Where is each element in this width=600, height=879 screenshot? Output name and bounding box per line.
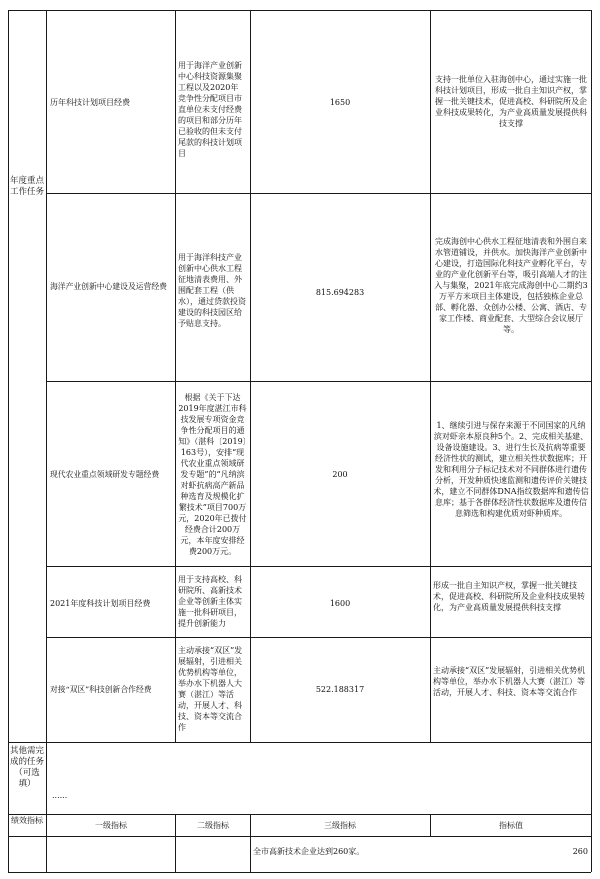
task-name: 历年科技计划项目经费 xyxy=(50,98,130,107)
section-label-other-tasks: 其他需完成的任务（可选填） xyxy=(10,746,45,789)
task-amount: 1600 xyxy=(329,599,351,608)
task-amount: 1650 xyxy=(329,98,351,107)
task-amount: 522.188317 xyxy=(315,685,365,694)
section-label-key-tasks: 年度重点工作任务 xyxy=(10,176,45,197)
task-amount: 815.694283 xyxy=(315,288,365,297)
task-goal: 主动承接“双区”发展辐射，引进相关优势机构等单位，举办水下机器人大赛（湛江）等活动，开展人才、科技、资本等交流合作 xyxy=(433,666,586,697)
task-name: 2021年度科技计划项目经费 xyxy=(50,599,151,608)
kpi-row-level3: 全市高新技术企业达到260家。 xyxy=(253,847,365,856)
kpi-col-level3: 三级指标 xyxy=(324,821,356,830)
task-goal: 形成一批自主知识产权，掌握一批关键技术，促进高校、科研院所及企业科技成果转化，为产业高质量发展提供科技支撑 xyxy=(433,581,585,612)
task-goal: 1、继续引进与保存来源于不同国家的凡纳滨对虾亲本原良种5个。2、完成相关基建、设备设施建设。3、进行生长及抗病等重要经济性状的测试，建立相关性状数据库；开发和利用分子标记技术对不同群体进行遗传分析，开发种质快速监测和遗传评价关键技术，建立不同群体DNA指纹数据库和遗传信息库；基于各群体经济性状数据库及遗传信息筛选和构建优质对虾种质库。 xyxy=(433,421,589,518)
task-amount: 200 xyxy=(332,470,348,479)
task-name: 海洋产业创新中心建设及运营经费 xyxy=(50,282,167,291)
task-name: 对接“双区”科技创新合作经费 xyxy=(50,685,152,694)
task-content: 根据《关于下达2019年度湛江市科技发展专项资金竞争性分配项目的通知》（湛科〔2019〕163号），安排“现代农业重点领域研发专题”的“凡纳滨对虾抗病高产新品种选育及规模化扩繁技术”项目700万元，2020年已拨付经费合计200万元，本年度安排经费200万元。 xyxy=(178,393,247,556)
kpi-section-label: 绩效指标 xyxy=(11,816,43,825)
task-goal: 支持一批单位入驻海创中心，通过实施一批科技计划项目，形成一批自主知识产权，掌握一批关键技术，促进高校、科研院所及企业科技成果转化，为产业高质量发展提供科技支撑 xyxy=(435,75,587,128)
task-content: 用于海洋产业创新中心科技资源集聚工程以及2020年竞争性分配项目市直单位未支付经费的项目和部分历年已验收的但未支付尾款的科技计划项目 xyxy=(178,61,242,158)
task-goal: 完成海创中心供水工程征地清表和外围自来水管道铺设，并供水。加快海洋产业创新中心建设，打造国际化科技产业孵化平台，专业的产业化创新平台等，吸引高端人才的注入与集聚，2021年底完成海创中心二期约3万平方米项目主体建设，包括独栋企业总部、孵化器、众创办公楼、公寓、酒店、专家工作楼、商业配套、大型综合会议展厅等。 xyxy=(434,237,588,334)
task-content: 用于支持高校、科研院所、高新技术企业等创新主体实施一批科研项目，提升创新能力 xyxy=(178,575,242,628)
kpi-col-level1: 一级指标 xyxy=(95,821,127,830)
task-name: 现代农业重点领域研发专题经费 xyxy=(50,470,160,479)
kpi-col-level2: 二级指标 xyxy=(197,821,229,830)
kpi-row-value: 260 xyxy=(572,847,588,856)
other-tasks-ellipsis: ...... xyxy=(52,791,68,800)
task-content: 主动承接“双区”发展辐射，引进相关优势机构等单位，举办水下机器人大赛（湛江）等活动，开展人才、科技、资本等交流合作 xyxy=(178,646,243,732)
kpi-col-value: 指标值 xyxy=(499,821,523,830)
task-content: 用于海洋科技产业创新中心供水工程征地清表费用、外围配套工程（供水），通过贷款投资建设的科技园区给予贴息支持。 xyxy=(178,253,246,328)
